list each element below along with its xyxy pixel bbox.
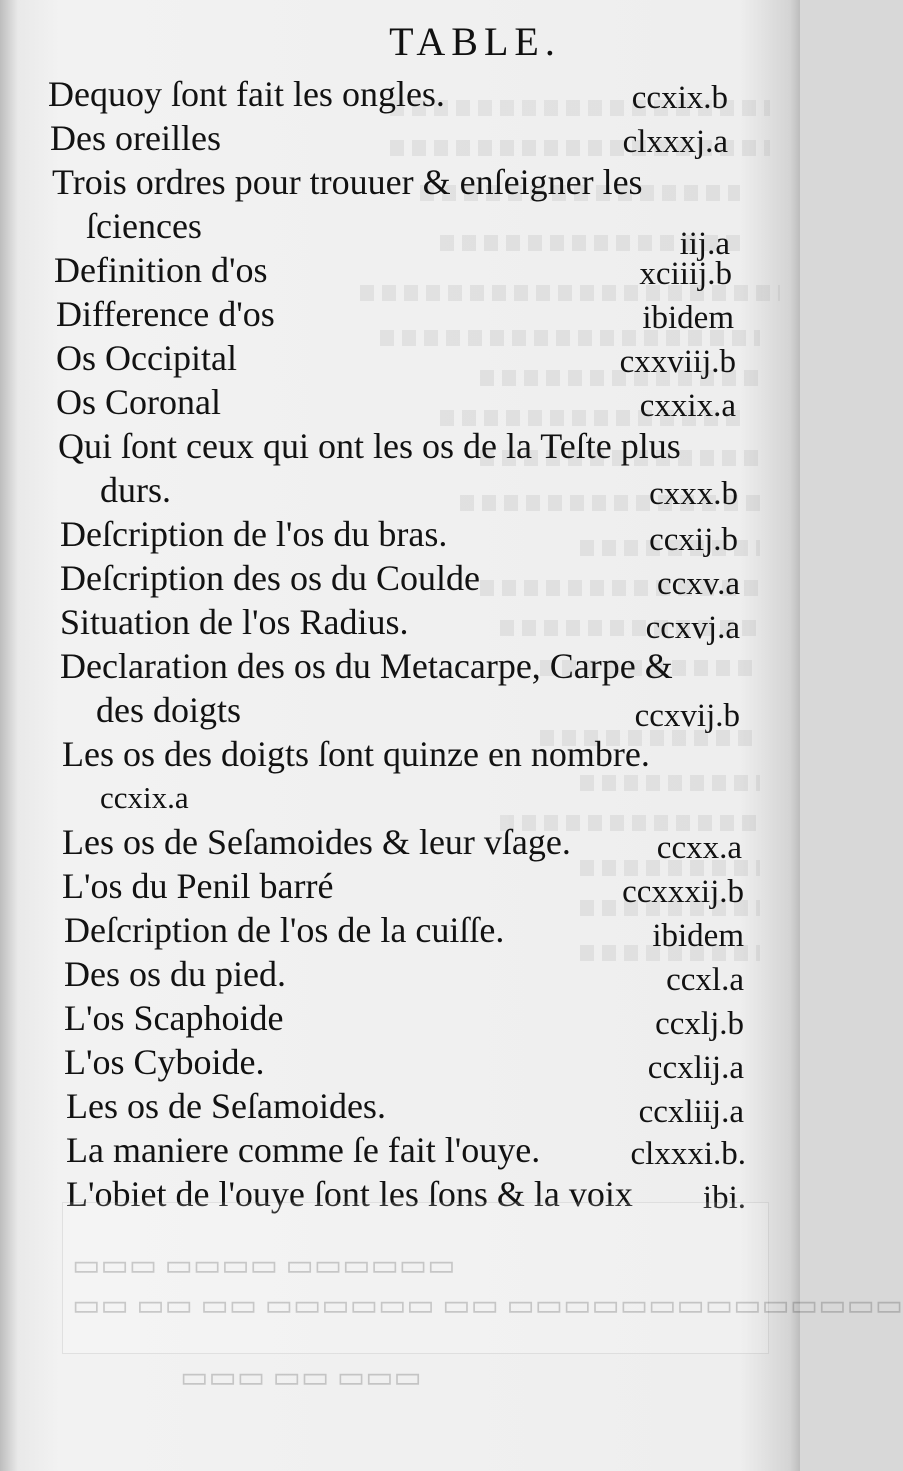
entry-ref: iij.a	[679, 226, 730, 262]
entry-text: Deſcription de l'os de la cuiſſe.	[64, 910, 505, 950]
entry-text: Definition d'os	[54, 250, 268, 290]
entry-text: Dequoy ſont fait les ongles.	[48, 74, 445, 114]
entry-ref: ccxx.a	[656, 830, 742, 866]
entry-text: L'os du Penil barré	[62, 866, 334, 906]
page-title-text: TABLE.	[389, 19, 561, 64]
entry-ref: clxxxi.b.	[630, 1136, 746, 1172]
entry-ref: cxxx.b	[649, 476, 738, 512]
entry-text: ccxix.a	[100, 780, 189, 815]
bleed-through-ghost-line: ▭▭ ▭▭ ▭▭ ▭▭▭▭▭▭ ▭▭ ▭▭▭▭▭▭▭▭▭▭▭▭▭▭	[72, 1289, 903, 1322]
entry-text: des doigts	[96, 690, 242, 730]
entry-ref: ccxlj.b	[655, 1006, 744, 1042]
entry-text: durs.	[100, 470, 171, 510]
entry-text: Declaration des os du Metacarpe, Carpe &	[60, 646, 673, 686]
page-title	[0, 18, 800, 65]
entry-text: Qui ſont ceux qui ont les os de la Teſte plus	[58, 426, 681, 466]
entry-text: Les os de Seſamoides.	[66, 1086, 386, 1126]
entry-ref: ccxl.a	[666, 962, 744, 998]
bleed-through-ghost-line: ▭▭▭ ▭▭▭▭ ▭▭▭▭▭▭	[72, 1249, 456, 1282]
entry-text: Les os des doigts ſont quinze en nombre.	[62, 734, 650, 774]
entry-text: L'os Cyboide.	[64, 1042, 265, 1082]
entry-ref: cxxix.a	[639, 388, 736, 424]
entry-text: Os Coronal	[56, 382, 221, 422]
entry-ref: ccxlij.a	[647, 1050, 744, 1086]
entry-text: ſciences	[86, 206, 202, 246]
entry-ref: ccxvj.a	[645, 610, 740, 646]
entry-ref: ibidem	[652, 918, 744, 954]
entry-ref: ccxix.b	[631, 80, 728, 116]
entry-ref: cxxviij.b	[619, 344, 736, 380]
entry-text: Les os de Seſamoides & leur vſage.	[62, 822, 571, 862]
entry-text: Deſcription de l'os du bras.	[60, 514, 448, 554]
entry-ref: ibi.	[702, 1180, 746, 1216]
entry-ref: ibidem	[642, 300, 734, 336]
entry-text: Situation de l'os Radius.	[60, 602, 409, 642]
entry-text: Trois ordres pour trouuer & enſeigner les	[52, 162, 643, 202]
entry-text: Os Occipital	[56, 338, 237, 378]
entry-text: Difference d'os	[56, 294, 275, 334]
entry-ref: ccxij.b	[649, 522, 738, 558]
entry-text: Des oreilles	[50, 118, 221, 158]
entry-text: Des os du pied.	[64, 954, 286, 994]
entry-ref: xciiij.b	[639, 256, 732, 292]
entry-text: L'os Scaphoide	[64, 998, 284, 1038]
entry-ref: ccxv.a	[656, 566, 740, 602]
entry-text: L'obiet de l'ouye ſont les ſons & la voix	[66, 1174, 633, 1214]
entry-ref: ccxxxij.b	[622, 874, 744, 910]
entry-text: La maniere comme ſe fait l'ouye.	[66, 1130, 541, 1170]
bleed-through-ghost-line: ▭▭▭ ▭▭ ▭▭▭	[180, 1361, 422, 1394]
entry-ref: ccxvij.b	[634, 698, 740, 734]
entry-text: Deſcription des os du Coulde	[60, 558, 480, 598]
entry-ref: ccxliij.a	[638, 1094, 744, 1130]
entry-ref: clxxxj.a	[622, 124, 728, 160]
